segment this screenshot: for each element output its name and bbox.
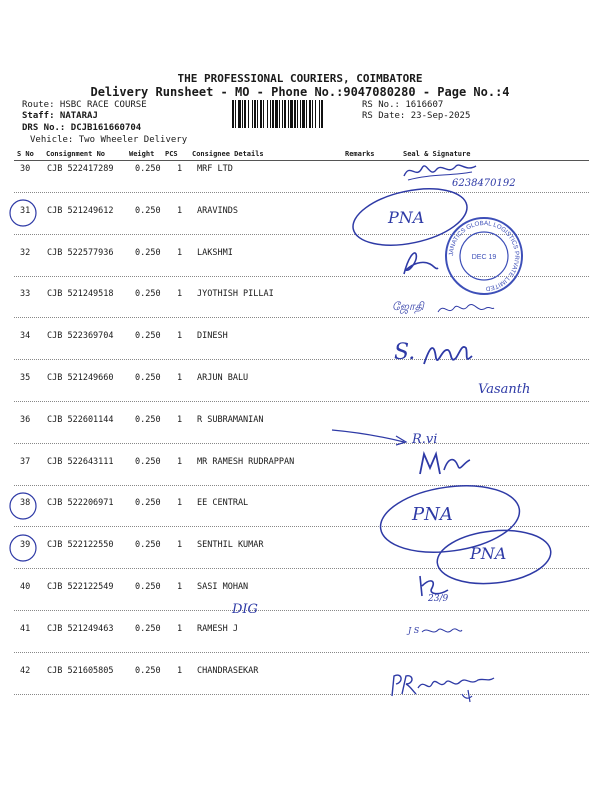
- row-sno: 35: [20, 373, 31, 383]
- row-sno: 37: [20, 456, 31, 467]
- row-weight: 0.250: [135, 498, 161, 509]
- row-pcs: 1: [177, 247, 183, 258]
- row-weight: 0.250: [135, 665, 161, 676]
- row-pcs: 1: [177, 498, 183, 509]
- row-divider: [14, 443, 589, 444]
- row-weight: 0.250: [135, 373, 161, 383]
- pna-text-2: PNA: [412, 504, 453, 525]
- row-consignment: CJB 521249660: [47, 373, 114, 383]
- row-weight: 0.250: [135, 205, 161, 216]
- row-sno: 40: [20, 582, 31, 592]
- staff-label: Staff: NATARAJ: [22, 111, 98, 121]
- row-pcs: 1: [177, 289, 183, 300]
- circle-mark-38: [8, 491, 38, 521]
- row-weight: 0.250: [135, 623, 161, 634]
- vasanth-note: Vasanth: [478, 382, 531, 397]
- row-sno: 42: [20, 665, 31, 676]
- row-pcs: 1: [177, 164, 183, 174]
- row-divider: [14, 359, 589, 360]
- col-sno: S No: [17, 150, 34, 158]
- stamp-ring-text: JANATICS GLOBAL LOGISTICS PRIVATE LIMITED: [447, 219, 521, 293]
- row-consignment: CJB 521249463: [47, 623, 114, 634]
- row-weight: 0.250: [135, 164, 161, 174]
- row-weight: 0.250: [135, 289, 161, 300]
- row-weight: 0.250: [135, 456, 161, 467]
- row-consignment: CJB 522417289: [47, 164, 114, 174]
- row-consignee: DINESH: [197, 331, 228, 342]
- js-note: J S: [408, 626, 420, 635]
- row-consignee: ARJUN BALU: [197, 373, 249, 383]
- row-consignment: CJB 522577936: [47, 247, 114, 258]
- row-pcs: 1: [177, 205, 183, 216]
- row-divider: [14, 652, 589, 653]
- row-divider: [14, 192, 589, 193]
- signature-jyothish: [436, 298, 496, 320]
- date-note: 23/9: [428, 594, 449, 604]
- drs-prefix: DRS No.:: [22, 123, 71, 133]
- row-consignment: CJB 522206971: [47, 498, 114, 509]
- row-sno: 38: [20, 498, 31, 509]
- row-weight: 0.250: [135, 331, 161, 342]
- signature-dinesh: [420, 338, 480, 370]
- drs-label: [22, 123, 141, 133]
- row-consignment: CJB 522122550: [47, 540, 114, 551]
- row-weight: 0.250: [135, 247, 161, 258]
- rs-date: RS Date: 23-Sep-2025: [362, 111, 471, 121]
- col-weight: Weight: [129, 150, 155, 158]
- row-consignee: LAKSHMI: [197, 247, 233, 258]
- row-consignment: CJB 521249612: [47, 205, 114, 216]
- signature-ramesh: [418, 448, 474, 478]
- signature-lakshmi: [400, 248, 440, 278]
- row-divider: [14, 317, 589, 318]
- stamp-date: DEC 19: [471, 254, 497, 261]
- row-divider: [14, 401, 589, 402]
- row-consignee: CHANDRASEKAR: [197, 665, 259, 676]
- s-signature: S.: [394, 340, 416, 365]
- rs-number: RS No.: 1616607: [362, 100, 444, 110]
- dig-note: DIG: [232, 602, 258, 617]
- col-seal: Seal & Signature: [403, 150, 471, 158]
- row-consignee: MR RAMESH RUDRAPPAN: [197, 456, 295, 467]
- row-pcs: 1: [177, 456, 183, 467]
- row-pcs: 1: [177, 623, 183, 634]
- row-sno: 33: [20, 289, 31, 300]
- row-consignee: RAMESH J: [197, 623, 238, 634]
- ravi-note: R.vi: [412, 432, 438, 447]
- row-divider: [14, 610, 589, 611]
- row-consignee: JYOTHISH PILLAI: [197, 289, 274, 300]
- row-consignee: ARAVINDS: [197, 205, 238, 216]
- circle-mark-31: [8, 198, 38, 228]
- runsheet-title: Delivery Runsheet - MO - Phone No.:9047080280 - Page No.:4: [90, 85, 510, 99]
- row-consignment: CJB 521249518: [47, 289, 114, 300]
- row-sno: 34: [20, 331, 31, 342]
- row-pcs: 1: [177, 414, 183, 425]
- signature-ramesh-j: [420, 624, 464, 638]
- row-sno: 39: [20, 540, 31, 551]
- col-pcs: PCS: [165, 150, 178, 158]
- row-consignee: EE CENTRAL: [197, 498, 249, 509]
- row-sno: 32: [20, 247, 31, 258]
- row-consignee: SASI MOHAN: [197, 582, 249, 592]
- row-consignee: MRF LTD: [197, 164, 233, 174]
- row-pcs: 1: [177, 665, 183, 676]
- row-consignee: R SUBRAMANIAN: [197, 414, 264, 425]
- col-consignee: Consignee Details: [192, 150, 264, 158]
- header-rule: [14, 160, 589, 161]
- company-title: THE PROFESSIONAL COURIERS, COIMBATORE: [177, 72, 423, 85]
- row-consignee: SENTHIL KUMAR: [197, 540, 264, 551]
- signature-chandrasekar: [388, 668, 498, 704]
- barcode: [232, 100, 357, 128]
- pna-text-3: PNA: [470, 544, 507, 563]
- row-weight: 0.250: [135, 414, 161, 425]
- drs-value: DCJB161660704: [70, 123, 142, 133]
- row-divider: [14, 694, 589, 695]
- row-pcs: 1: [177, 582, 183, 592]
- arrow-mark: [330, 424, 410, 446]
- tamil-note: ஜோதி: [392, 300, 424, 313]
- row-consignment: CJB 522369704: [47, 331, 114, 342]
- row-pcs: 1: [177, 540, 183, 551]
- row-sno: 31: [20, 205, 31, 216]
- vehicle-label: Vehicle: Two Wheeler Delivery: [30, 135, 188, 145]
- row-consignment: CJB 522601144: [47, 414, 114, 425]
- row-sno: 30: [20, 164, 31, 174]
- col-consignment: Consignment No: [46, 150, 106, 158]
- row-pcs: 1: [177, 331, 183, 342]
- row-sno: 41: [20, 623, 31, 634]
- company-stamp: [443, 215, 525, 297]
- row-sno: 36: [20, 414, 31, 425]
- col-remarks: Remarks: [345, 150, 375, 158]
- row-pcs: 1: [177, 373, 183, 383]
- row-consignment: CJB 521605805: [47, 665, 114, 676]
- circle-mark-39: [8, 533, 38, 563]
- route-label: Route: HSBC RACE COURSE: [22, 100, 147, 110]
- row-consignment: CJB 522122549: [47, 582, 114, 592]
- row-weight: 0.250: [135, 540, 161, 551]
- row-weight: 0.250: [135, 582, 161, 592]
- row-consignment: CJB 522643111: [47, 456, 114, 467]
- phone-note: 6238470192: [452, 178, 516, 189]
- pna-text-1: PNA: [388, 208, 425, 227]
